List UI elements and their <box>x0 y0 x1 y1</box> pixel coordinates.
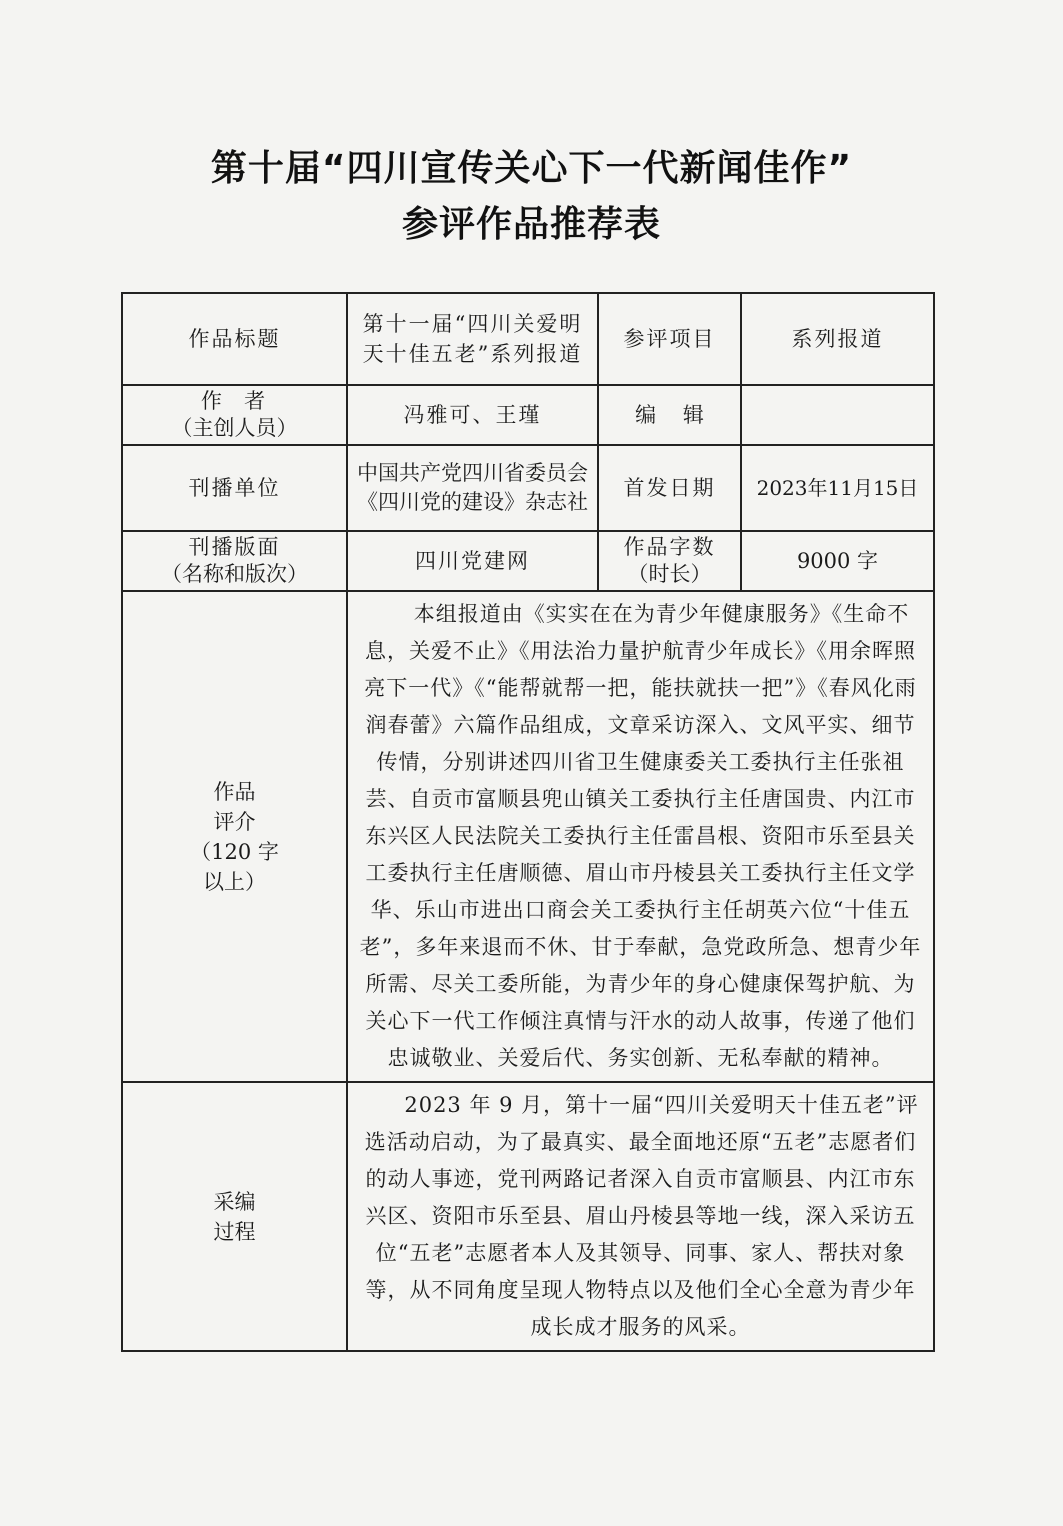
label-date: 首发日期 <box>598 445 741 531</box>
label-unit: 刊播单位 <box>122 445 347 531</box>
label-process-line2: 过程 <box>213 1219 256 1244</box>
document-title-line2: 参评作品推荐表 <box>401 204 661 245</box>
row-author <box>122 385 934 445</box>
row-unit <box>122 445 934 531</box>
recommendation-form-table <box>121 292 935 1352</box>
label-words-line1: 作品字数 <box>623 535 716 559</box>
label-review-line3: （120 字 <box>190 839 279 864</box>
label-work-title: 作品标题 <box>122 293 347 385</box>
value-project: 系列报道 <box>741 293 934 385</box>
value-editor <box>741 385 934 445</box>
label-page-line2: （名称和版次） <box>161 562 308 586</box>
row-title <box>122 293 934 385</box>
label-page <box>122 531 347 591</box>
value-unit: 中国共产党四川省委员会《四川党的建设》杂志社 <box>347 445 598 531</box>
label-author-line2: （主创人员） <box>171 416 298 440</box>
value-work-title: 第十一届“四川关爱明天十佳五老”系列报道 <box>347 293 598 385</box>
review-text: 本组报道由《实实在在为青少年健康服务》《生命不息，关爱不止》《用法治力量护航青少年成长》《用余晖照亮下一代》《“能帮就帮一把，能扶就扶一把”》《春风化雨润春蕾》六篇作品组成，文章采访深入、文风平实、细节传情，分别讲述四川省卫生健康委关工委执行主任张祖芸、自贡市富顺县兜山镇关工委执行主任唐国贵、内江市东兴区人民法院关工委执行主任雷昌根、资阳市乐至县关工委执行主任唐顺德、眉山市丹棱县关工委执行主任文学华、乐山市进出口商会关工委执行主任胡英六位“十佳五老”，多年来退而不休、甘于奉献，急党政所急、想青少年所需、尽关工委所能，为青少年的身心健康保驾护航、为关心下一代工作倾注真情与汗水的动人故事，传递了他们忠诚敬业、关爱后代、务实创新、无私奉献的精神。 <box>347 591 934 1082</box>
label-words-line2: （时长） <box>627 562 712 586</box>
value-words: 9000 字 <box>741 531 934 591</box>
label-review-line1: 作品 <box>213 779 256 804</box>
value-page: 四川党建网 <box>347 531 598 591</box>
label-page-line1: 刊播版面 <box>188 535 281 559</box>
value-date: 2023年11月15日 <box>741 445 934 531</box>
label-author-line1: 作 者 <box>200 389 269 413</box>
label-review-line4: 以上） <box>203 869 266 894</box>
label-process-line1: 采编 <box>213 1189 256 1214</box>
row-review <box>122 591 934 1082</box>
label-words <box>598 531 741 591</box>
value-author: 冯雅可、王瑾 <box>347 385 598 445</box>
label-project: 参评项目 <box>598 293 741 385</box>
document-title-line1: 第十届“四川宣传关心下一代新闻佳作” <box>210 148 853 189</box>
label-author <box>122 385 347 445</box>
label-process <box>122 1082 347 1351</box>
label-editor: 编 辑 <box>598 385 741 445</box>
label-review <box>122 591 347 1082</box>
process-text: 2023 年 9 月，第十一届“四川关爱明天十佳五老”评选活动启动，为了最真实、最全面地还原“五老”志愿者们的动人事迹，党刊两路记者深入自贡市富顺县、内江市东兴区、资阳市乐至县、眉山丹棱县等地一线，深入采访五位“五老”志愿者本人及其领导、同事、家人、帮扶对象等，从不同角度呈现人物特点以及他们全心全意为青少年成长成才服务的风采。 <box>347 1082 934 1351</box>
row-process <box>122 1082 934 1351</box>
row-page <box>122 531 934 591</box>
label-review-line2: 评介 <box>213 809 256 834</box>
